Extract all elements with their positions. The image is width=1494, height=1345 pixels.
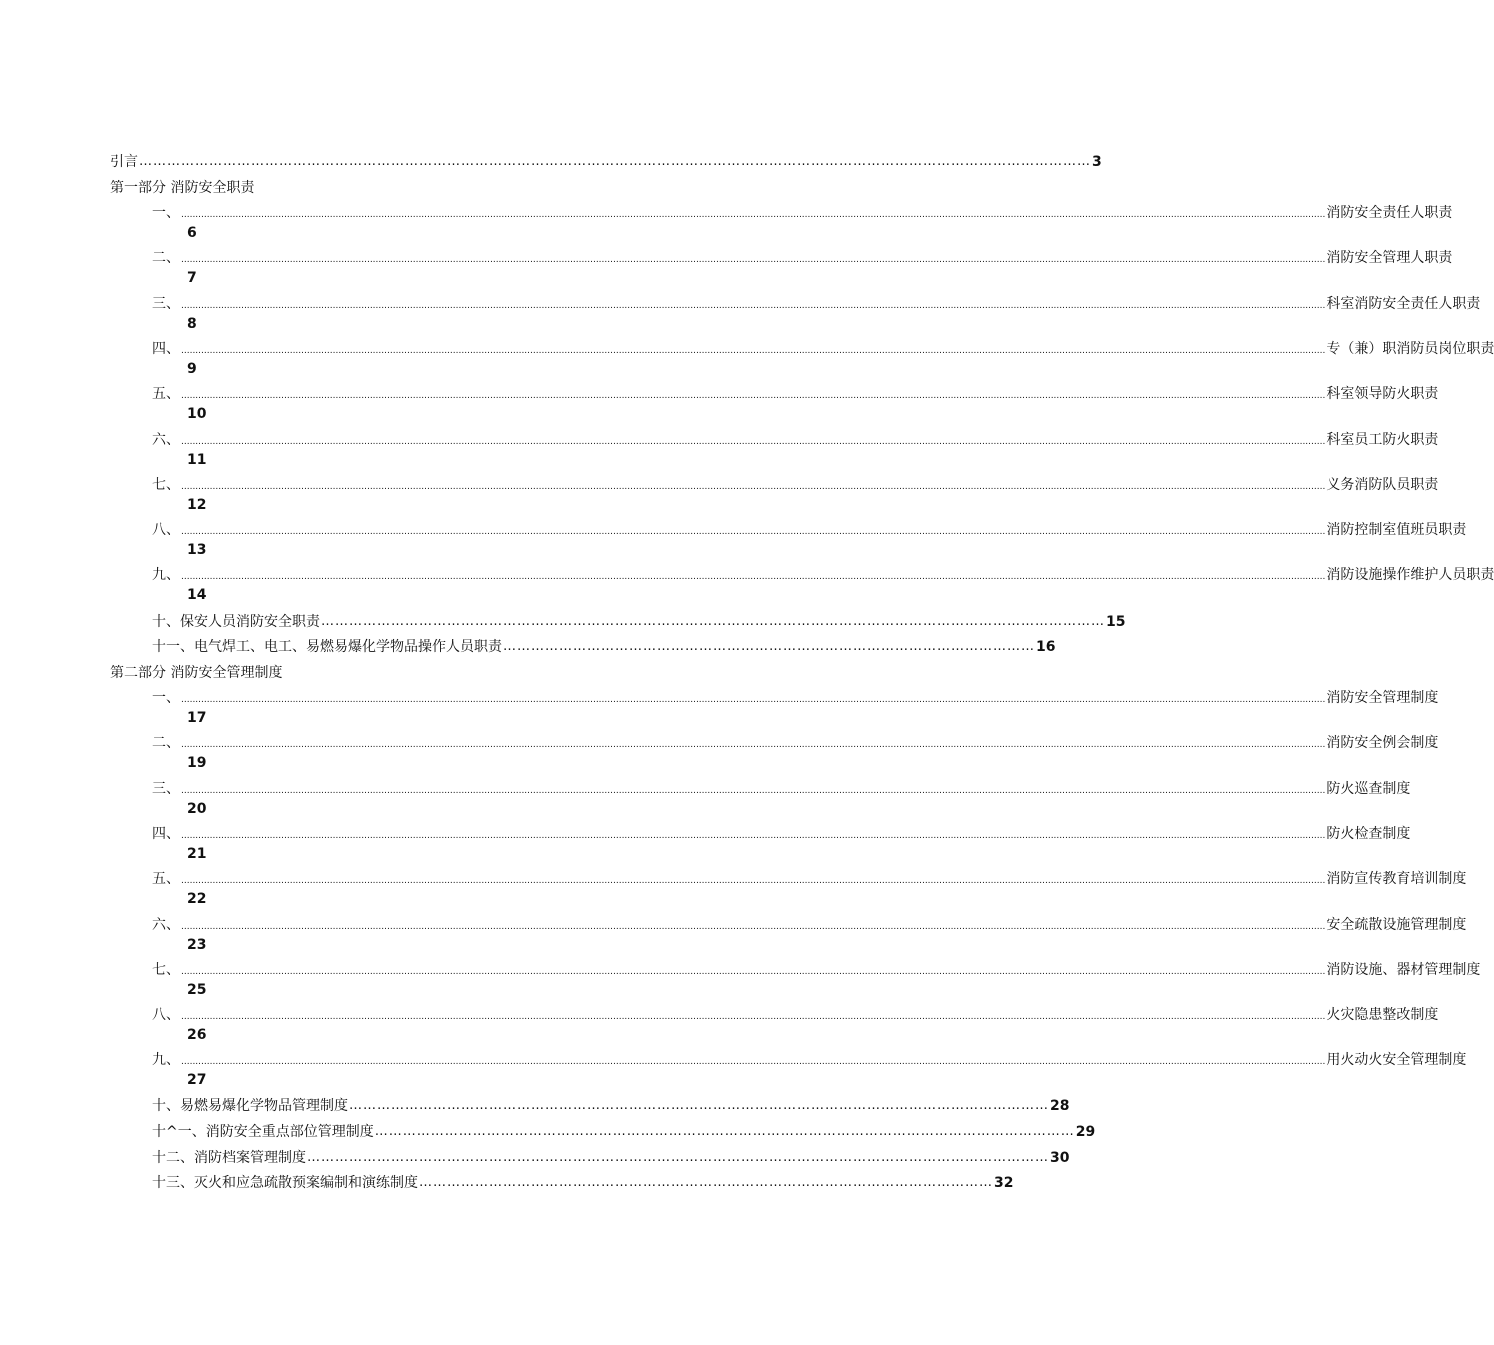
dot-leader: …………………………………………………………………………………………………………………………………………………… bbox=[321, 614, 1105, 629]
part-title: 第二部分 消防安全管理制度 bbox=[110, 665, 283, 681]
toc-entry-p2-10[interactable] bbox=[152, 1096, 1070, 1116]
toc-entry-number: 六、 bbox=[152, 916, 180, 933]
toc-entry-intro[interactable] bbox=[110, 152, 1102, 172]
toc-entry-p1-10[interactable] bbox=[152, 612, 1126, 632]
toc-entry-title: 安全疏散设施管理制度 bbox=[1326, 916, 1467, 933]
toc-p1-entry-9[interactable] bbox=[152, 565, 1494, 585]
toc-entry-number: 七、 bbox=[152, 961, 180, 978]
toc-entry-number: 八、 bbox=[152, 522, 180, 539]
part1-heading bbox=[110, 178, 254, 198]
toc-entry-number: 四、 bbox=[152, 825, 180, 842]
toc-entry-p1-11[interactable] bbox=[152, 637, 1056, 657]
toc-page-number: 26 bbox=[187, 1027, 207, 1044]
dot-leader: …………………………………………………………………………………………………………………………………………… bbox=[307, 1150, 1049, 1165]
toc-page-number: 14 bbox=[187, 587, 207, 604]
dot-leader: ................................................................................................................................................................................................................................................................................................................................................................................................................ bbox=[181, 695, 1326, 705]
toc-p2-entry-3[interactable] bbox=[152, 779, 1411, 799]
toc-p2-entry-4[interactable] bbox=[152, 824, 1411, 844]
toc-entry-title: 科室员工防火职责 bbox=[1326, 431, 1439, 448]
dot-leader: …………………………………………………………………………………………………………………………………… bbox=[349, 1098, 1049, 1113]
toc-page-number: 10 bbox=[187, 406, 207, 423]
toc-entry-p2-11[interactable] bbox=[152, 1122, 1096, 1142]
toc-p1-entry-7[interactable] bbox=[152, 475, 1439, 495]
dot-leader: ................................................................................................................................................................................................................................................................................................................................................................................................................ bbox=[181, 1012, 1326, 1023]
toc-page-number: 6 bbox=[187, 225, 197, 241]
toc-entry-number: 一、 bbox=[152, 205, 180, 221]
toc-page-number: 15 bbox=[1106, 614, 1126, 630]
toc-entry-title: 引言 bbox=[110, 154, 138, 170]
toc-entry-title: 用火动火安全管理制度 bbox=[1326, 1052, 1467, 1069]
dot-leader: …………………………………………………………………………………………………………… bbox=[419, 1175, 993, 1190]
dot-leader: …………………………………………………………………………………………………… bbox=[503, 639, 1035, 654]
toc-p2-entry-7[interactable] bbox=[152, 960, 1481, 980]
toc-entry-number: 三、 bbox=[152, 295, 180, 312]
dot-leader: ................................................................................................................................................................................................................................................................................................................................................................................................................ bbox=[181, 527, 1326, 538]
toc-page-number: 25 bbox=[187, 981, 207, 998]
dot-leader: ................................................................................................................................................................................................................................................................................................................................................................................................................ bbox=[181, 740, 1326, 751]
toc-p2-entry-9[interactable] bbox=[152, 1050, 1467, 1070]
toc-page-number: 9 bbox=[187, 360, 197, 377]
toc-entry-number: 七、 bbox=[152, 476, 180, 493]
toc-entry-number: 一、 bbox=[152, 690, 180, 706]
toc-page-number: 32 bbox=[994, 1175, 1014, 1191]
toc-page-number: 8 bbox=[187, 315, 197, 332]
toc-page-number: 30 bbox=[1050, 1150, 1070, 1166]
toc-entry-p2-12[interactable] bbox=[152, 1148, 1070, 1168]
toc-page-number: 16 bbox=[1036, 639, 1056, 655]
toc-entry-title: 义务消防队员职责 bbox=[1326, 476, 1439, 493]
dot-leader: ................................................................................................................................................................................................................................................................................................................................................................................................................ bbox=[181, 300, 1326, 311]
toc-page-number: 28 bbox=[1050, 1098, 1070, 1114]
toc-page-number: 17 bbox=[187, 710, 207, 726]
toc-entry-number: 五、 bbox=[152, 871, 180, 888]
toc-entry-title: 防火巡查制度 bbox=[1326, 780, 1411, 797]
toc-p1-entry-4[interactable] bbox=[152, 339, 1494, 359]
toc-entry-title: 专（兼）职消防员岗位职责 bbox=[1326, 340, 1494, 357]
toc-p1-entry-5[interactable] bbox=[152, 384, 1439, 404]
toc-p1-entry-2[interactable] bbox=[152, 248, 1453, 268]
part-title: 第一部分 消防安全职责 bbox=[110, 180, 255, 196]
toc-entry-title: 十一、电气焊工、电工、易燃易爆化学物品操作人员职责 bbox=[152, 639, 502, 655]
toc-entry-title: 十、易燃易爆化学物品管理制度 bbox=[152, 1098, 348, 1114]
toc-page-number: 29 bbox=[1075, 1124, 1096, 1140]
dot-leader: ................................................................................................................................................................................................................................................................................................................................................................................................................ bbox=[181, 785, 1326, 796]
toc-entry-title: 十^一、消防安全重点部位管理制度 bbox=[152, 1124, 374, 1140]
dot-leader: ................................................................................................................................................................................................................................................................................................................................................................................................................ bbox=[181, 876, 1326, 887]
toc-p2-entry-8[interactable] bbox=[152, 1005, 1439, 1025]
toc-entry-title: 消防设施、器材管理制度 bbox=[1326, 961, 1481, 978]
toc-entry-number: 二、 bbox=[152, 735, 180, 752]
toc-page-number: 3 bbox=[1092, 154, 1102, 170]
dot-leader: ................................................................................................................................................................................................................................................................................................................................................................................................................ bbox=[181, 481, 1326, 492]
toc-entry-title: 消防宣传教育培训制度 bbox=[1326, 871, 1467, 888]
toc-p2-entry-2[interactable] bbox=[152, 733, 1439, 753]
toc-entry-number: 二、 bbox=[152, 250, 180, 267]
part2-heading bbox=[110, 663, 282, 683]
toc-p1-entry-6[interactable] bbox=[152, 430, 1439, 450]
dot-leader: ................................................................................................................................................................................................................................................................................................................................................................................................................ bbox=[181, 921, 1326, 932]
toc-page-number: 11 bbox=[187, 451, 207, 468]
dot-leader: ................................................................................................................................................................................................................................................................................................................................................................................................................ bbox=[181, 391, 1326, 402]
toc-p2-entry-1[interactable] bbox=[152, 688, 1439, 708]
toc-page-number: 19 bbox=[187, 755, 207, 772]
toc-entry-number: 九、 bbox=[152, 567, 180, 584]
toc-p2-entry-6[interactable] bbox=[152, 915, 1467, 935]
toc-page-number: 22 bbox=[187, 891, 207, 908]
toc-page-number: 7 bbox=[187, 270, 197, 287]
toc-entry-title: 消防设施操作维护人员职责 bbox=[1326, 567, 1494, 584]
dot-leader: ................................................................................................................................................................................................................................................................................................................................................................................................................ bbox=[181, 572, 1326, 583]
dot-leader: ................................................................................................................................................................................................................................................................................................................................................................................................................ bbox=[181, 210, 1326, 220]
toc-entry-title: 防火检查制度 bbox=[1326, 825, 1411, 842]
toc-entry-title: 消防安全管理制度 bbox=[1326, 690, 1439, 706]
toc-page-number: 23 bbox=[187, 936, 207, 953]
toc-entry-title: 消防安全例会制度 bbox=[1326, 735, 1439, 752]
toc-entry-title: 十、保安人员消防安全职责 bbox=[152, 614, 320, 630]
toc-p1-entry-8[interactable] bbox=[152, 520, 1467, 540]
toc-page-number: 27 bbox=[187, 1072, 207, 1089]
toc-p1-entry-1[interactable] bbox=[152, 203, 1453, 223]
toc-page-number: 21 bbox=[187, 845, 207, 862]
toc-p1-entry-3[interactable] bbox=[152, 294, 1481, 314]
dot-leader: ................................................................................................................................................................................................................................................................................................................................................................................................................ bbox=[181, 1057, 1326, 1068]
toc-page-number: 20 bbox=[187, 800, 207, 817]
toc-entry-title: 十三、灭火和应急疏散预案编制和演练制度 bbox=[152, 1175, 418, 1191]
toc-entry-number: 六、 bbox=[152, 431, 180, 448]
toc-entry-title: 消防控制室值班员职责 bbox=[1326, 522, 1467, 539]
dot-leader: …………………………………………………………………………………………………………………………………… bbox=[374, 1124, 1075, 1139]
toc-page-number: 13 bbox=[187, 542, 207, 559]
toc-entry-title: 十二、消防档案管理制度 bbox=[152, 1150, 306, 1166]
dot-leader: ................................................................................................................................................................................................................................................................................................................................................................................................................ bbox=[181, 966, 1326, 977]
toc-entry-title: 消防安全管理人职责 bbox=[1326, 250, 1453, 267]
toc-p2-entry-5[interactable] bbox=[152, 869, 1467, 889]
toc-entry-p2-13[interactable] bbox=[152, 1173, 1014, 1193]
toc-entry-title: 消防安全责任人职责 bbox=[1326, 205, 1453, 221]
toc-entry-number: 五、 bbox=[152, 386, 180, 403]
dot-leader: ................................................................................................................................................................................................................................................................................................................................................................................................................ bbox=[181, 436, 1326, 447]
dot-leader: …………………………………………………………………………………………………………………………………………………………………………………… bbox=[139, 154, 1091, 169]
toc-entry-number: 三、 bbox=[152, 780, 180, 797]
dot-leader: ................................................................................................................................................................................................................................................................................................................................................................................................................ bbox=[181, 345, 1326, 356]
toc-entry-number: 四、 bbox=[152, 340, 180, 357]
toc-entry-title: 火灾隐患整改制度 bbox=[1326, 1007, 1439, 1024]
toc-entry-title: 科室消防安全责任人职责 bbox=[1326, 295, 1481, 312]
toc-entry-number: 九、 bbox=[152, 1052, 180, 1069]
toc-entry-title: 科室领导防火职责 bbox=[1326, 386, 1439, 403]
toc-entry-number: 八、 bbox=[152, 1007, 180, 1024]
toc-page-number: 12 bbox=[187, 496, 207, 513]
dot-leader: ................................................................................................................................................................................................................................................................................................................................................................................................................ bbox=[181, 830, 1326, 841]
dot-leader: ................................................................................................................................................................................................................................................................................................................................................................................................................ bbox=[181, 255, 1326, 266]
